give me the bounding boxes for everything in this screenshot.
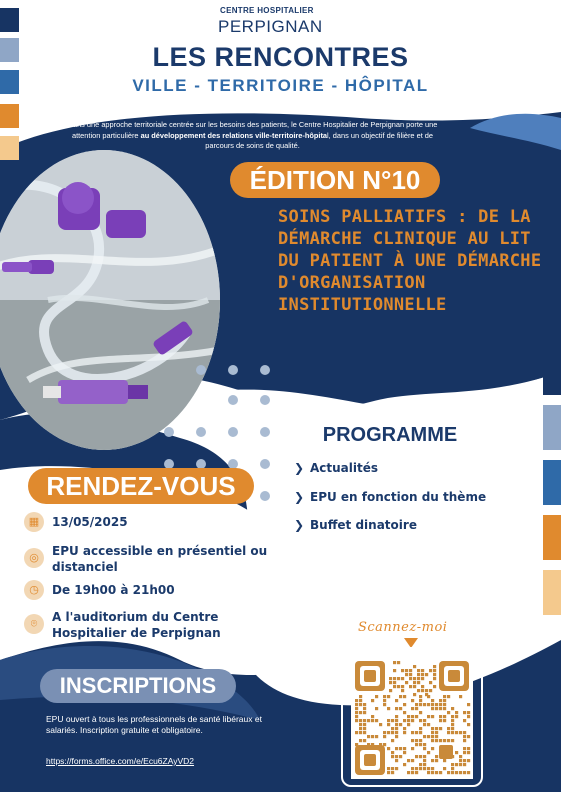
calendar-icon: ▦ [24, 512, 44, 532]
programme-item: ❯ Buffet dinatoire [294, 518, 417, 532]
decor-dot [196, 365, 206, 375]
programme-item: ❯ Actualités [294, 461, 379, 475]
color-square-5 [0, 136, 19, 160]
inscriptions-text: EPU ouvert à tous les professionnels de santé libéraux et salariés. Inscription gratuite et obligatoire. [46, 714, 262, 735]
rendez-vous-heading: RENDEZ-VOUS [28, 468, 254, 504]
color-bar-3 [543, 460, 561, 505]
event-time: De 19h00 à 21h00 [52, 583, 175, 597]
page-title: LES RENCONTRES [152, 42, 409, 72]
globe-icon: ◎ [24, 548, 44, 568]
scan-caption: Scannez-moi [358, 620, 448, 635]
page-subtitle: VILLE - TERRITOIRE - HÔPITAL [132, 76, 429, 95]
chevron-right-icon: ❯ [294, 461, 305, 475]
decor-dot [260, 491, 270, 501]
inscriptions-heading: INSCRIPTIONS [40, 669, 236, 703]
logo-caption: CENTRE HOSPITALIER [220, 6, 314, 15]
decor-dot [228, 365, 238, 375]
edition-badge: ÉDITION N°10 [230, 162, 440, 198]
logo-name: PERPIGNAN [218, 17, 323, 36]
color-bar-1 [543, 350, 561, 395]
decor-dot [228, 395, 238, 405]
event-date: 13/05/2025 [52, 515, 128, 529]
decor-dot [260, 365, 270, 375]
decor-dot [196, 427, 206, 437]
chevron-right-icon: ❯ [294, 490, 305, 504]
location-pin-icon: ⌾ [24, 614, 44, 634]
color-bar-4 [543, 515, 561, 560]
event-mode: EPU accessible en présentiel ou distanciel [52, 544, 268, 574]
decor-dot [164, 427, 174, 437]
decor-dot [260, 459, 270, 469]
event-place: A l'auditorium du Centre Hospitalier de Perpignan [52, 610, 221, 640]
color-bar-5 [543, 570, 561, 615]
qr-code[interactable] [351, 657, 473, 779]
chevron-right-icon: ❯ [294, 518, 305, 532]
programme-heading: PROGRAMME [300, 420, 480, 450]
color-bar-2 [543, 405, 561, 450]
intro-text: Dans une approche territoriale centrée sur les besoins des patients, le Centre Hospitalier de Perpignan porte une attention particulière au développement des relations ville-territoire-hôpital, dans un objectif de filière et de parcours de soins de qualité. [67, 120, 438, 150]
edition-theme: SOINS PALLIATIFS : DE LA DÉMARCHE CLINIQUE AU LIT DU PATIENT À UNE DÉMARCHE D'ORGANISATION INSTITUTIONNELLE [278, 207, 542, 315]
clock-icon: ◷ [24, 580, 44, 600]
color-square-1 [0, 8, 19, 32]
decor-dot [260, 427, 270, 437]
qr-pattern [351, 657, 473, 779]
programme-item: ❯ EPU en fonction du thème [294, 490, 487, 504]
decor-dot [228, 427, 238, 437]
color-square-4 [0, 104, 19, 128]
decor-dot [260, 395, 270, 405]
registration-link[interactable]: https://forms.office.com/e/Ecu6ZAyVD2 [46, 756, 195, 766]
